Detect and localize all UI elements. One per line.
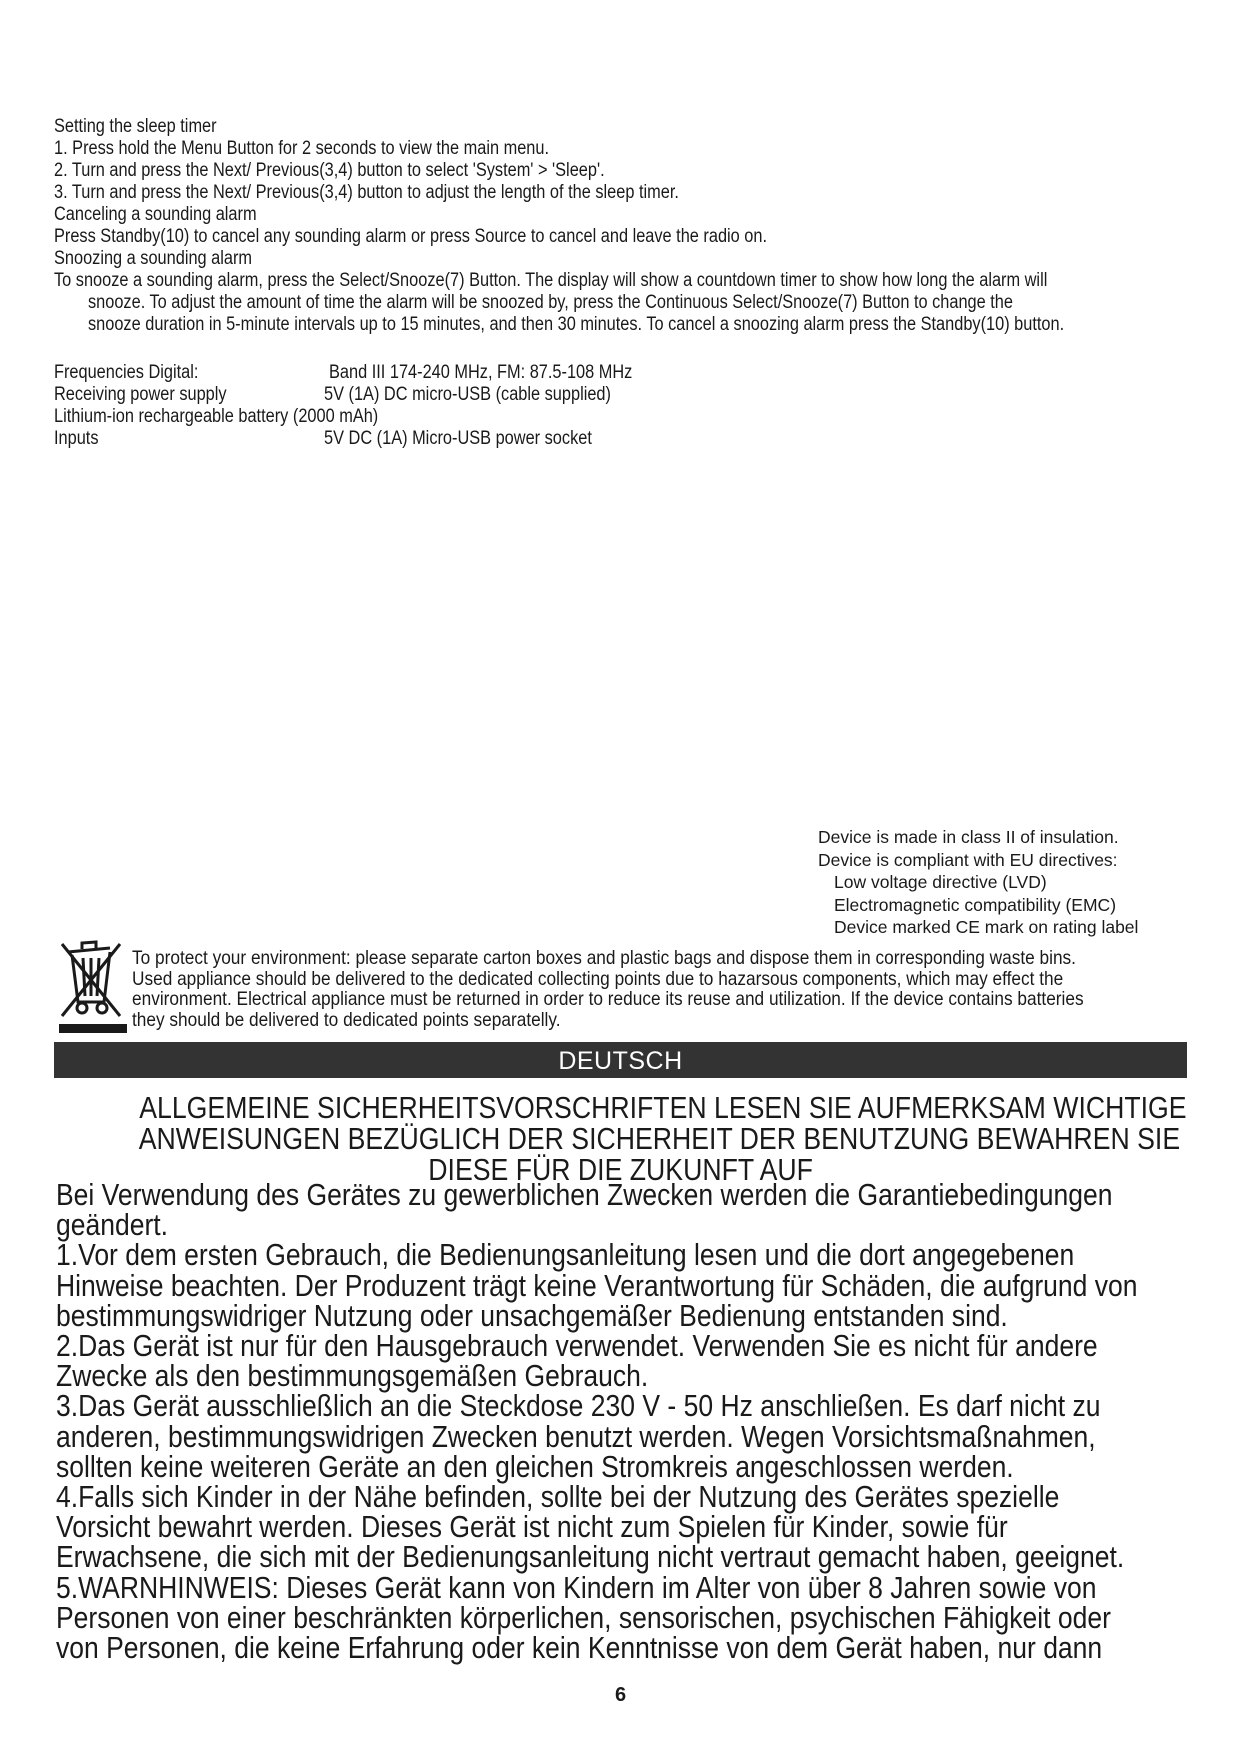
body-line: sollten keine weiteren Geräte an den gleichen Stromkreis angeschlossen werden. — [56, 1448, 1014, 1484]
heading-line: DIESE FÜR DIE ZUKUNFT AUF — [428, 1152, 813, 1187]
spec-label: Frequencies Digital: — [54, 362, 199, 383]
instruction-line: snooze duration in 5-minute intervals up to 15 minutes, and then 30 minutes. To cancel a snoozing alarm press the Standby(10) button. — [88, 314, 1065, 335]
body-line: bestimmungswidriger Nutzung oder unsachgemäßer Bedienung entstanden sind. — [56, 1297, 1008, 1333]
body-line: 3.Das Gerät ausschließlich an die Steckdose 230 V - 50 Hz anschließen. Es darf nicht zu — [56, 1388, 1101, 1424]
environment-notice — [132, 948, 1192, 1030]
german-safety-heading — [54, 1092, 1187, 1185]
instruction-line: To snooze a sounding alarm, press the Select/Snooze(7) Button. The display will show a countdown timer to show how long the alarm will — [54, 270, 1048, 291]
body-line: Erwachsene, die sich mit der Bedienungsanleitung nicht vertraut gemacht haben, geeignet. — [56, 1539, 1125, 1575]
environment-line: To protect your environment: please separate carton boxes and plastic bags and dispose them in corresponding waste bins. — [132, 947, 1076, 969]
page-number: 6 — [614, 1684, 627, 1706]
section-heading-snooze-alarm: Snoozing a sounding alarm — [54, 248, 253, 269]
directive-item: Low voltage directive (LVD) — [834, 872, 1047, 892]
body-line: 1.Vor dem ersten Gebrauch, die Bedienungsanleitung lesen und die dort angegebenen — [56, 1237, 1075, 1273]
directive-item: Device marked CE mark on rating label — [834, 917, 1139, 937]
body-line: geändert. — [56, 1207, 169, 1243]
spec-row — [54, 406, 754, 428]
instruction-line: 3. Turn and press the Next/ Previous(3,4) button to adjust the length of the sleep timer. — [54, 182, 679, 203]
body-line: 4.Falls sich Kinder in der Nähe befinden, sollte bei der Nutzung des Gerätes spezielle — [56, 1479, 1060, 1515]
body-line: Zwecke als den bestimmungsgemäßen Gebrauch. — [56, 1358, 649, 1394]
instruction-line: snooze. To adjust the amount of time the alarm will be snoozed by, press the Continuous Select/Snooze(7) Button to change the — [88, 292, 1013, 313]
heading-line: ALLGEMEINE SICHERHEITSVORSCHRIFTEN LESEN SIE AUFMERKSAM WICHTIGE — [139, 1090, 1187, 1125]
eu-directives-note: Device is compliant with EU directives: — [818, 849, 1118, 870]
body-line: Hinweise beachten. Der Produzent trägt keine Verantwortung für Schäden, die aufgrund von — [56, 1267, 1138, 1303]
body-line: 2.Das Gerät ist nur für den Hausgebrauch verwendet. Verwenden Sie es nicht für andere — [56, 1328, 1098, 1364]
directive-item: Electromagnetic compatibility (EMC) — [834, 894, 1117, 915]
body-line: anderen, bestimmungswidrigen Zwecken benutzt werden. Wegen Vorsichtsmaßnahmen, — [56, 1418, 1096, 1454]
crossed-out-wheelie-bin-icon — [58, 938, 128, 1034]
body-line: 5.WARNHINWEIS: Dieses Gerät kann von Kindern im Alter von über 8 Jahren sowie von — [56, 1569, 1097, 1605]
insulation-class-note: Device is made in class II of insulation. — [818, 827, 1119, 847]
specifications-list — [54, 362, 754, 450]
body-line: Vorsicht bewahrt werden. Dieses Gerät ist nicht zum Spielen für Kinder, sowie für — [56, 1509, 1008, 1545]
environment-line: environment. Electrical appliance must be returned in order to reduce its reuse and utilization. If the device contains batteries — [132, 988, 1084, 1010]
spec-value: 5V DC (1A) Micro-USB power socket — [324, 428, 592, 449]
spec-value: 5V (1A) DC micro-USB (cable supplied) — [324, 384, 611, 405]
compliance-notes — [818, 826, 1198, 939]
body-line: Personen von einer beschränkten körperlichen, sensorischen, psychischen Fähigkeit oder — [56, 1599, 1111, 1635]
body-line: von Personen, die keine Erfahrung oder kein Kenntnisse von dem Gerät haben, nur dann — [56, 1630, 1103, 1666]
heading-line: ANWEISUNGEN BEZÜGLICH DER SICHERHEIT DER BENUTZUNG BEWAHREN SIE — [138, 1121, 1181, 1156]
environment-line: Used appliance should be delivered to the dedicated collecting points due to hazarsous components, which may effect the — [132, 967, 1064, 990]
environment-line: they should be delivered to dedicated points separatelly. — [132, 1008, 561, 1031]
spec-row — [54, 428, 754, 450]
spec-label: Receiving power supply — [54, 384, 227, 405]
spec-label: Lithium-ion rechargeable battery (2000 mAh) — [54, 406, 379, 427]
spec-row — [54, 384, 754, 406]
section-heading-cancel-alarm: Canceling a sounding alarm — [54, 204, 257, 225]
spec-value: Band III 174-240 MHz, FM: 87.5-108 MHz — [329, 362, 633, 383]
body-line: Bei Verwendung des Gerätes zu gewerblichen Zwecken werden die Garantiebedingungen — [56, 1177, 1113, 1212]
instruction-line: 1. Press hold the Menu Button for 2 seconds to view the main menu. — [54, 138, 550, 159]
spec-label: Inputs — [54, 428, 99, 449]
english-instructions — [54, 116, 1194, 336]
instruction-line: Press Standby(10) to cancel any sounding alarm or press Source to cancel and leave the radio on. — [54, 226, 768, 247]
language-section-bar: DEUTSCH — [54, 1042, 1187, 1078]
instruction-line: 2. Turn and press the Next/ Previous(3,4) button to select 'System' > 'Sleep'. — [54, 160, 605, 181]
section-heading-sleep-timer: Setting the sleep timer — [54, 116, 217, 137]
german-safety-text — [56, 1177, 1196, 1666]
spec-row — [54, 362, 754, 384]
